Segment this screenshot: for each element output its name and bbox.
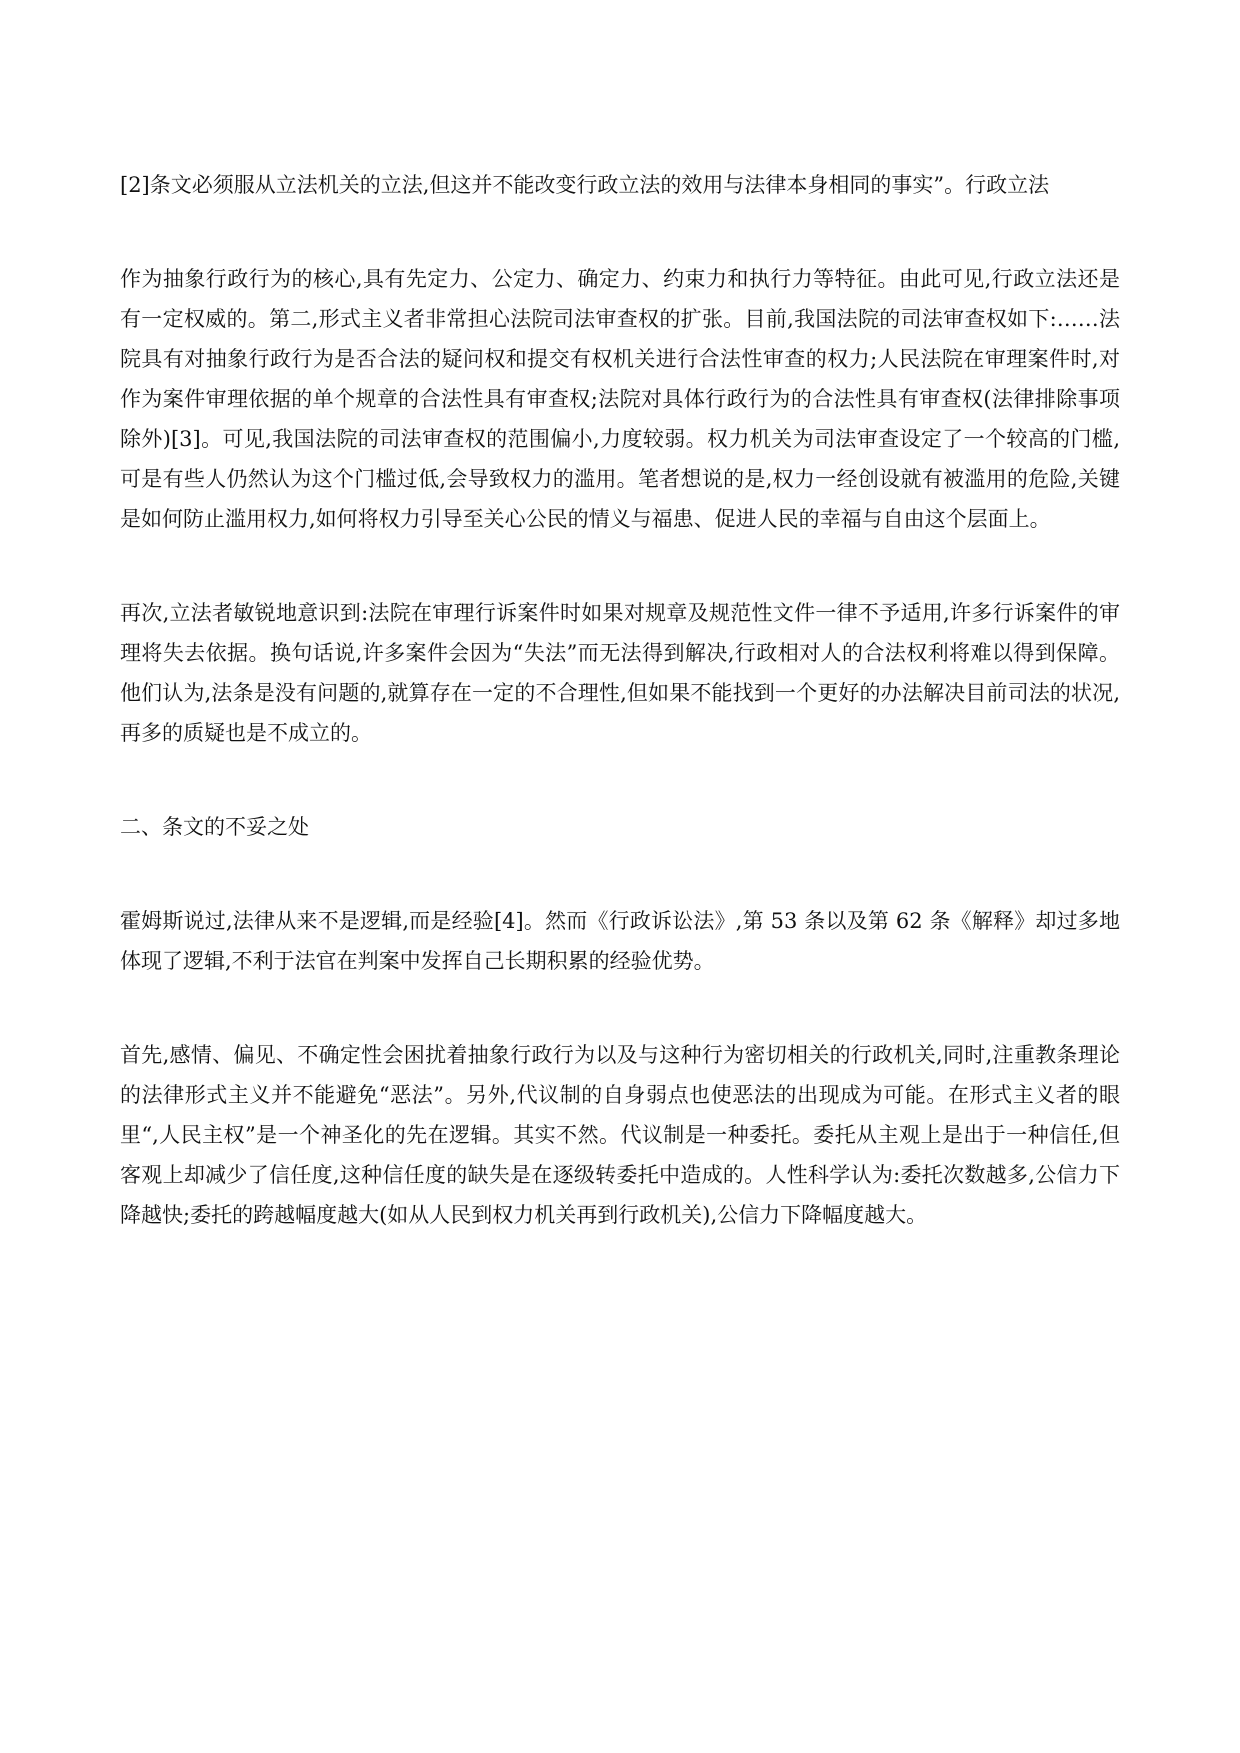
paragraph-abstract-administrative-act: 作为抽象行政行为的核心,具有先定力、公定力、确定力、约束力和执行力等特征。由此可见,行政立法还是有一定权威的。第二,形式主义者非常担心法院司法审查权的扩张。目前,我国法院的司法审查权如下:……法院具有对抽象行政行为是否合法的疑问权和提交有权机关进行合法性审查的权力;人民法院在审理案件时,对作为案件审理依据的单个规章的合法性具有审查权;法院对具体行政行为的合法性具有审查权(法律排除事项除外)[3]。可见,我国法院的司法审查权的范围偏小,力度较弱。权力机关为司法审查设定了一个较高的门槛,可是有些人仍然认为这个门槛过低,会导致权力的滥用。笔者想说的是,权力一经创设就有被滥用的危险,关键是如何防止滥用权力,如何将权力引导至关心公民的情义与福患、促进人民的幸福与自由这个层面上。 bbox=[120, 267, 1120, 531]
paragraph-holmes-quote: 霍姆斯说过,法律从来不是逻辑,而是经验[4]。然而《行政诉讼法》,第 53 条以及第 62 条《解释》却过多地体现了逻辑,不利于法官在判案中发挥自己长期积累的经验优势。 bbox=[120, 909, 1120, 973]
paragraph-legislative-effect: [2]条文必须服从立法机关的立法,但这并不能改变行政立法的效用与法律本身相同的事实”。行政立法 bbox=[120, 173, 1050, 197]
document-body bbox=[120, 165, 1120, 1289]
section-heading: 二、条文的不妥之处 bbox=[120, 815, 309, 839]
paragraph-representative-system: 首先,感情、偏见、不确定性会困扰着抽象行政行为以及与这种行为密切相关的行政机关,同时,注重教条理论的法律形式主义并不能避免“恶法”。另外,代议制的自身弱点也使恶法的出现成为可能。在形式主义者的眼里“,人民主权”是一个神圣化的先在逻辑。其实不然。代议制是一种委托。委托从主观上是出于一种信任,但客观上却减少了信任度,这种信任度的缺失是在逐级转委托中造成的。人性科学认为:委托次数越多,公信力下降越快;委托的跨越幅度越大(如从人民到权力机关再到行政机关),公信力下降幅度越大。 bbox=[120, 1043, 1120, 1227]
paragraph-legislator-awareness: 再次,立法者敏锐地意识到:法院在审理行诉案件时如果对规章及规范性文件一律不予适用,许多行诉案件的审理将失去依据。换句话说,许多案件会因为“失法”而无法得到解决,行政相对人的合法权利将难以得到保障。他们认为,法条是没有问题的,就算存在一定的不合理性,但如果不能找到一个更好的办法解决目前司法的状况,再多的质疑也是不成立的。 bbox=[120, 601, 1120, 745]
